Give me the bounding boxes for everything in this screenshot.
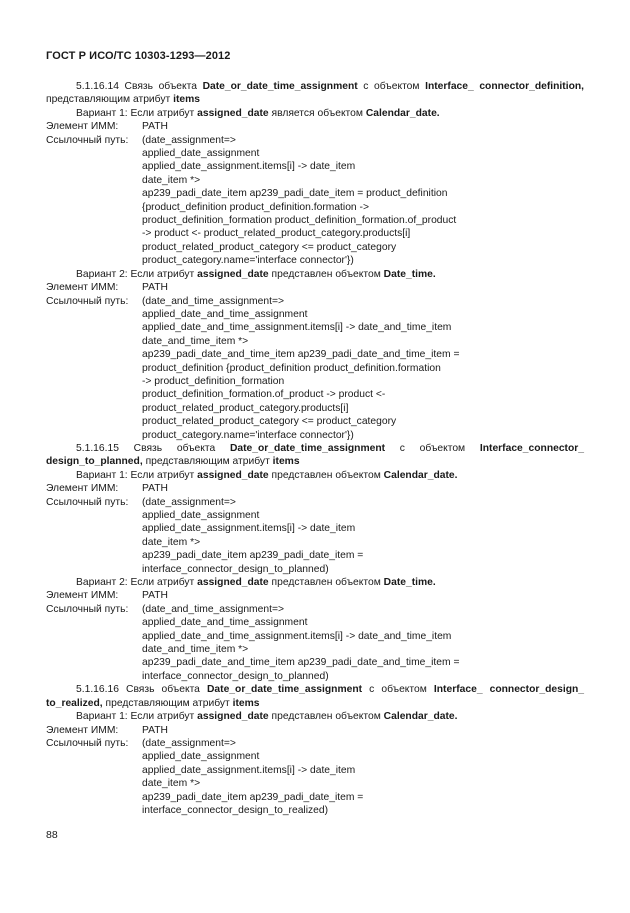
element-value: PATH — [142, 590, 168, 602]
element-label: Элемент ИММ: — [46, 483, 119, 495]
bold-text: assigned_date — [197, 107, 269, 119]
path-line: applied_date_and_time_assignment.items[i] -> date_and_time_item — [142, 322, 452, 334]
path-line: -> product <- product_related_product_category.products[i] — [142, 228, 411, 240]
element-row — [46, 724, 584, 737]
text-run: 5.1.16.16 Связь объекта — [76, 684, 207, 696]
element-row — [46, 589, 584, 602]
section-heading-line — [46, 697, 584, 710]
path-line: applied_date_assignment — [142, 751, 260, 763]
path-label: Ссылочный путь: — [46, 134, 129, 146]
bold-text: Interface_connector_ — [479, 442, 585, 454]
path-line: product_definition_formation product_definition_formation.of_product — [142, 215, 457, 227]
path-line: applied_date_and_time_assignment — [142, 308, 308, 320]
variant-heading — [46, 576, 584, 589]
path-line: applied_date_assignment — [142, 510, 260, 521]
element-label: Элемент ИММ: — [46, 590, 119, 602]
bold-text: Date_or_date_time_assignment — [202, 81, 358, 92]
bold-text: Calendar_date. — [383, 469, 458, 481]
path-line: product_definition {product_definition product_definition.formation — [142, 362, 441, 374]
bold-text: Interface_ connector_definition, — [425, 81, 585, 92]
path-line: applied_date_assignment — [142, 148, 260, 160]
path-line: interface_connector_design_to_realized) — [142, 804, 329, 816]
path-line: product_definition_formation.of_product -> product <- — [142, 389, 386, 401]
path-label: Ссылочный путь: — [46, 295, 129, 307]
path-line: product_category.name='interface connector'}) — [142, 255, 354, 267]
bold-text: Date_time. — [383, 268, 436, 280]
path-line: date_item *> — [142, 536, 201, 548]
path-line: date_and_time_item *> — [142, 335, 249, 347]
element-label: Элемент ИММ: — [46, 724, 119, 736]
text-run: представлен объектом — [268, 711, 384, 723]
bold-text: Date_or_date_time_assignment — [229, 442, 386, 454]
page-number: 88 — [46, 829, 58, 841]
path-line: product_category.name='interface connector'}) — [142, 429, 354, 441]
path-label: Ссылочный путь: — [46, 737, 129, 749]
variant-heading — [46, 710, 584, 723]
path-row — [46, 134, 584, 147]
element-value: PATH — [142, 282, 168, 294]
element-value: PATH — [142, 483, 168, 495]
section-heading-line — [46, 683, 584, 696]
bold-text: to_realized, — [46, 697, 103, 709]
bold-text: design_to_planned, — [46, 456, 143, 468]
variant-heading — [46, 107, 584, 120]
path-line: applied_date_assignment.items[i] -> date_item — [142, 161, 356, 173]
path-row — [46, 603, 584, 616]
text-run: Вариант 1: Если атрибут — [76, 107, 198, 119]
path-line: applied_date_assignment.items[i] -> date_item — [142, 764, 356, 776]
text-run: с объектом — [357, 81, 426, 92]
section-heading-line — [46, 455, 584, 468]
path-line: product_related_product_category <= product_category — [142, 416, 397, 428]
text-run: Вариант 1: Если атрибут — [76, 469, 198, 481]
text-run: с объектом — [362, 684, 434, 696]
bold-text: assigned_date — [197, 268, 269, 280]
variant-heading — [46, 268, 584, 281]
path-label: Ссылочный путь: — [46, 496, 129, 508]
text-run: Вариант 2: Если атрибут — [76, 577, 198, 589]
element-row — [46, 120, 584, 133]
element-value: PATH — [142, 724, 168, 736]
path-line: applied_date_assignment.items[i] -> date_item — [142, 523, 356, 535]
path-line: date_and_time_item *> — [142, 644, 249, 656]
path-row — [46, 737, 584, 750]
bold-text: items — [232, 697, 260, 709]
text-run: 5.1.16.15 Связь объекта — [76, 442, 230, 454]
text-run: представляющим атрибут — [142, 456, 273, 468]
path-line: applied_date_and_time_assignment.items[i] -> date_and_time_item — [142, 630, 452, 642]
text-run: Вариант 2: Если атрибут — [76, 268, 198, 280]
path-line: applied_date_and_time_assignment — [142, 617, 308, 629]
path-line: ap239_padi_date_item ap239_padi_date_item = product_definition — [142, 188, 448, 200]
path-line: ap239_padi_date_and_time_item ap239_padi_date_and_time_item = — [142, 349, 460, 361]
section-heading-line — [46, 93, 584, 106]
bold-text: items — [173, 94, 200, 106]
path-line: product_related_product_category.products[i] — [142, 402, 349, 414]
bold-text: assigned_date — [197, 711, 269, 723]
element-row — [46, 482, 584, 495]
path-first-line: (date_assignment=> — [142, 134, 236, 146]
bold-text: assigned_date — [197, 577, 269, 589]
path-first-line: (date_assignment=> — [142, 496, 236, 508]
element-label: Элемент ИММ: — [46, 282, 119, 294]
document-header: ГОСТ Р ИСО/ТС 10303-1293—2012 — [46, 50, 231, 62]
bold-text: Calendar_date. — [383, 711, 458, 723]
element-value: PATH — [142, 121, 168, 133]
bold-text: assigned_date — [197, 469, 269, 481]
text-run: является объектом — [268, 107, 366, 119]
path-line: interface_connector_design_to_planned) — [142, 670, 329, 682]
section-heading-line — [46, 442, 584, 455]
path-line: date_item *> — [142, 174, 201, 186]
path-row — [46, 496, 584, 509]
element-row — [46, 281, 584, 294]
text-run: представляющим атрибут — [46, 94, 174, 106]
path-line: -> product_definition_formation — [142, 375, 285, 387]
text-run: представлен объектом — [268, 577, 384, 589]
variant-heading — [46, 469, 584, 482]
text-run: представлен объектом — [268, 268, 384, 280]
path-first-line: (date_assignment=> — [142, 737, 236, 749]
bold-text: Date_time. — [383, 577, 436, 589]
path-line: product_related_product_category <= product_category — [142, 241, 397, 253]
path-line: interface_connector_design_to_planned) — [142, 563, 329, 575]
section-heading-line — [46, 80, 584, 93]
path-row — [46, 295, 584, 308]
bold-text: Calendar_date. — [365, 107, 440, 119]
text-run: представлен объектом — [268, 469, 384, 481]
path-first-line: (date_and_time_assignment=> — [142, 295, 284, 307]
path-line: ap239_padi_date_item ap239_padi_date_item = — [142, 550, 364, 562]
path-label: Ссылочный путь: — [46, 603, 129, 615]
bold-text: Interface_ connector_design_ — [433, 684, 585, 696]
bold-text: Date_or_date_time_assignment — [206, 684, 363, 696]
path-line: date_item *> — [142, 778, 201, 790]
bold-text: items — [272, 456, 300, 468]
text-run: 5.1.16.14 Связь объекта — [76, 81, 203, 92]
path-line: {product_definition product_definition.formation -> — [142, 201, 369, 213]
text-run: Вариант 1: Если атрибут — [76, 711, 198, 723]
path-line: ap239_padi_date_and_time_item ap239_padi_date_and_time_item = — [142, 657, 460, 669]
text-run: с объектом — [385, 442, 480, 454]
element-label: Элемент ИММ: — [46, 121, 119, 133]
document-content — [46, 80, 584, 817]
path-line: ap239_padi_date_item ap239_padi_date_item = — [142, 791, 364, 803]
path-first-line: (date_and_time_assignment=> — [142, 603, 284, 615]
text-run: представляющим атрибут — [102, 697, 233, 709]
